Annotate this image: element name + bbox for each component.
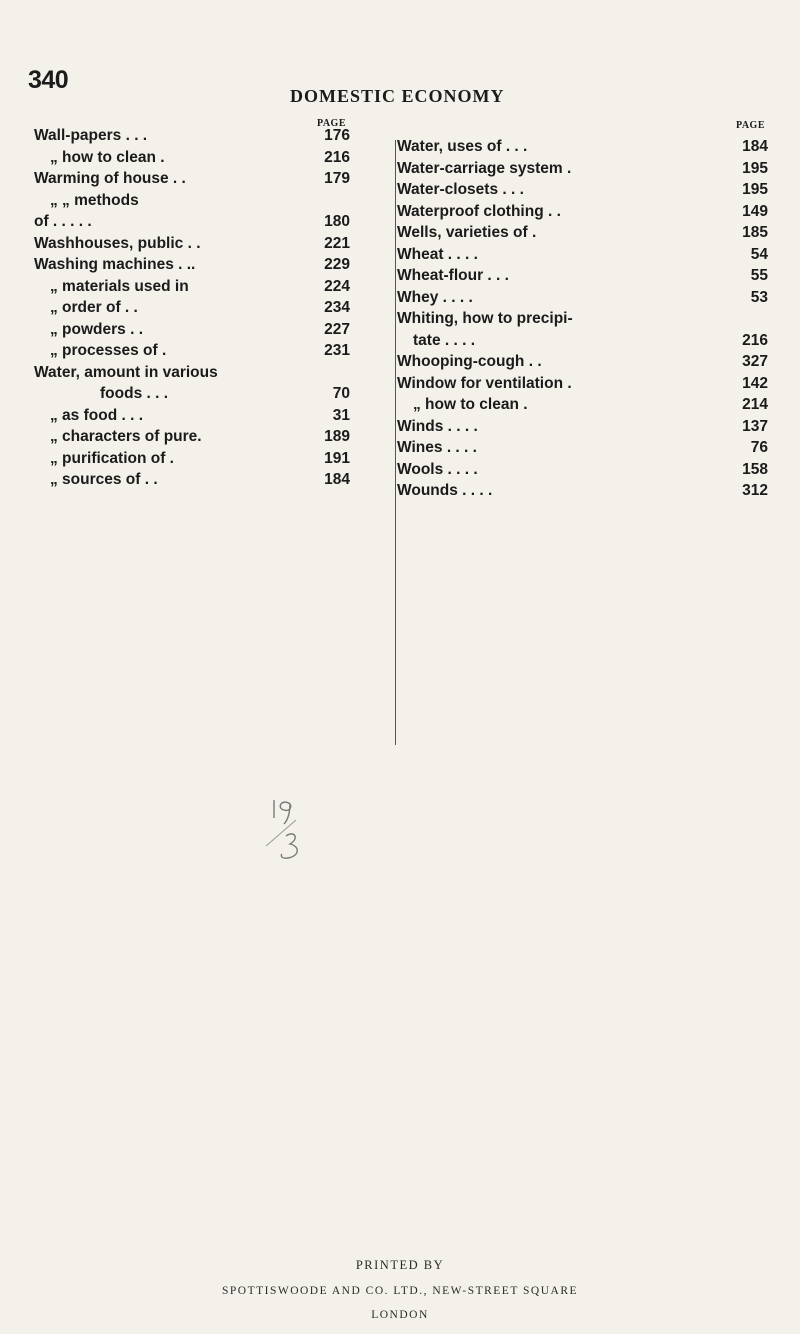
index-entry-term: Wines . . . . <box>397 439 477 456</box>
index-entry-page: 31 <box>332 406 350 424</box>
index-entry-page: 195 <box>742 181 768 198</box>
index-entry <box>397 265 771 287</box>
index-entry <box>34 319 390 341</box>
index-entry <box>397 459 771 481</box>
index-entry <box>397 201 771 223</box>
page-column-heading: PAGE <box>316 118 346 129</box>
page-number: 340 <box>28 66 69 94</box>
index-entry <box>397 179 771 201</box>
index-entry-page: 158 <box>742 460 768 478</box>
index-entry-page: 55 <box>750 267 768 284</box>
index-entry-page: 312 <box>742 482 768 499</box>
index-entry-page: 227 <box>324 320 350 338</box>
index-entry <box>397 480 771 502</box>
index-entry-page: 137 <box>742 417 768 435</box>
index-entry-term: „ order of . . <box>50 299 138 316</box>
page-column-heading: PAGE <box>735 120 765 131</box>
index-entry-term: Waterproof clothing . . <box>397 202 561 220</box>
index-entry <box>34 276 390 298</box>
index-entry-term: Washing machines . .. <box>34 256 196 273</box>
index-entry-page: 229 <box>324 256 350 273</box>
index-entry-page: 53 <box>750 288 768 306</box>
index-entry-term: Whooping-cough . . <box>397 353 542 370</box>
index-entry-page: 176 <box>324 127 350 144</box>
index-entry-term: „ as food . . . <box>50 406 144 424</box>
index-entry-term: Water-closets . . . <box>397 181 524 198</box>
index-entry-term: Wall-papers . . . <box>34 127 148 144</box>
index-entry-term: foods . . . <box>100 385 169 402</box>
index-entry-term: „ how to clean . <box>413 396 528 413</box>
index-entry-term: „ processes of . <box>50 342 167 359</box>
index-entry-page: 54 <box>750 245 768 263</box>
index-entry <box>34 340 390 362</box>
index-entry-page: 191 <box>324 449 350 467</box>
index-entry-term: Water, amount in various <box>34 363 218 381</box>
index-entries-right <box>397 136 771 502</box>
index-entry-term: Wools . . . . <box>397 460 478 478</box>
index-entry-page: 76 <box>750 439 768 456</box>
index-entry-page: 70 <box>332 385 350 402</box>
index-entry <box>397 437 771 459</box>
index-entry <box>397 416 771 438</box>
index-entry-term: Wheat-flour . . . <box>397 267 509 284</box>
index-entry-page: 195 <box>742 159 768 177</box>
index-entry-term: Window for ventilation . <box>397 374 572 392</box>
index-entry <box>397 351 771 373</box>
index-entry-term: Water, uses of . . . <box>397 138 528 155</box>
index-entry-term: of . . . . . <box>34 213 92 230</box>
index-entry-page: 189 <box>324 428 350 445</box>
index-entry <box>397 330 771 352</box>
index-entry-term: Warming of house . . <box>34 170 186 187</box>
index-entry-page: 327 <box>742 353 768 370</box>
index-entry <box>34 297 390 319</box>
index-entry-term: „ sources of . . <box>50 471 158 488</box>
index-entry <box>34 254 390 276</box>
imprint-line: PRINTED BY <box>355 1258 445 1272</box>
index-entry <box>397 222 771 244</box>
index-entry <box>34 190 390 212</box>
index-entry-term: „ materials used in <box>50 277 189 295</box>
index-entry <box>397 373 771 395</box>
index-entry-term: „ how to clean . <box>50 148 165 166</box>
index-entry-term: Wells, varieties of . <box>397 224 537 241</box>
running-head: DOMESTIC ECONOMY <box>290 86 505 106</box>
index-entry-page: 185 <box>742 224 768 241</box>
index-entry <box>34 469 390 491</box>
index-entry <box>34 125 390 147</box>
index-entry <box>34 211 390 233</box>
index-entry <box>397 158 771 180</box>
index-entry <box>397 308 771 330</box>
index-entry-term: Whey . . . . <box>397 288 473 306</box>
column-divider <box>395 140 396 745</box>
index-entry <box>397 287 771 309</box>
index-entry-page: 216 <box>742 331 768 349</box>
index-entry-page: 180 <box>324 213 350 230</box>
index-entry-term: Winds . . . . <box>397 417 478 435</box>
index-entry-term: Whiting, how to precipi- <box>397 310 573 327</box>
index-entry-page: 234 <box>324 299 350 316</box>
index-entry-term: „ „ methods <box>50 191 139 209</box>
index-entries-left <box>34 125 390 491</box>
imprint-line: LONDON <box>371 1309 429 1321</box>
index-entry <box>34 426 390 448</box>
index-entry-page: 224 <box>324 277 350 295</box>
index-entry-page: 214 <box>742 396 768 413</box>
index-entry-page: 184 <box>324 471 350 488</box>
index-entry-term: „ characters of pure. <box>50 428 202 445</box>
index-entry <box>397 394 771 416</box>
index-entry-term: Water-carriage system . <box>397 159 572 177</box>
index-entry-page: 221 <box>324 234 350 252</box>
index-entry <box>34 448 390 470</box>
imprint-line: SPOTTISWOODE AND CO. LTD., NEW-STREET SQUARE <box>221 1285 579 1297</box>
pencil-mark <box>250 794 340 874</box>
index-entry-term: Washhouses, public . . <box>34 234 201 252</box>
index-entry <box>34 405 390 427</box>
index-entry <box>34 362 390 384</box>
index-entry <box>34 233 390 255</box>
index-entry-page: 179 <box>324 170 350 187</box>
index-entry <box>34 147 390 169</box>
index-entry-page: 216 <box>324 148 350 166</box>
index-entry-term: Wheat . . . . <box>397 245 478 263</box>
index-entry <box>34 168 390 190</box>
index-entry <box>34 383 390 405</box>
index-entry-term: „ purification of . <box>50 449 174 467</box>
index-entry-term: tate . . . . <box>413 331 476 349</box>
index-entry <box>397 136 771 158</box>
index-entry-page: 149 <box>742 202 768 220</box>
index-entry <box>397 244 771 266</box>
index-entry-page: 231 <box>324 342 350 359</box>
index-entry-term: Wounds . . . . <box>397 482 493 499</box>
index-entry-page: 142 <box>742 374 768 392</box>
index-entry-term: „ powders . . <box>50 320 144 338</box>
index-entry-page: 184 <box>742 138 768 155</box>
